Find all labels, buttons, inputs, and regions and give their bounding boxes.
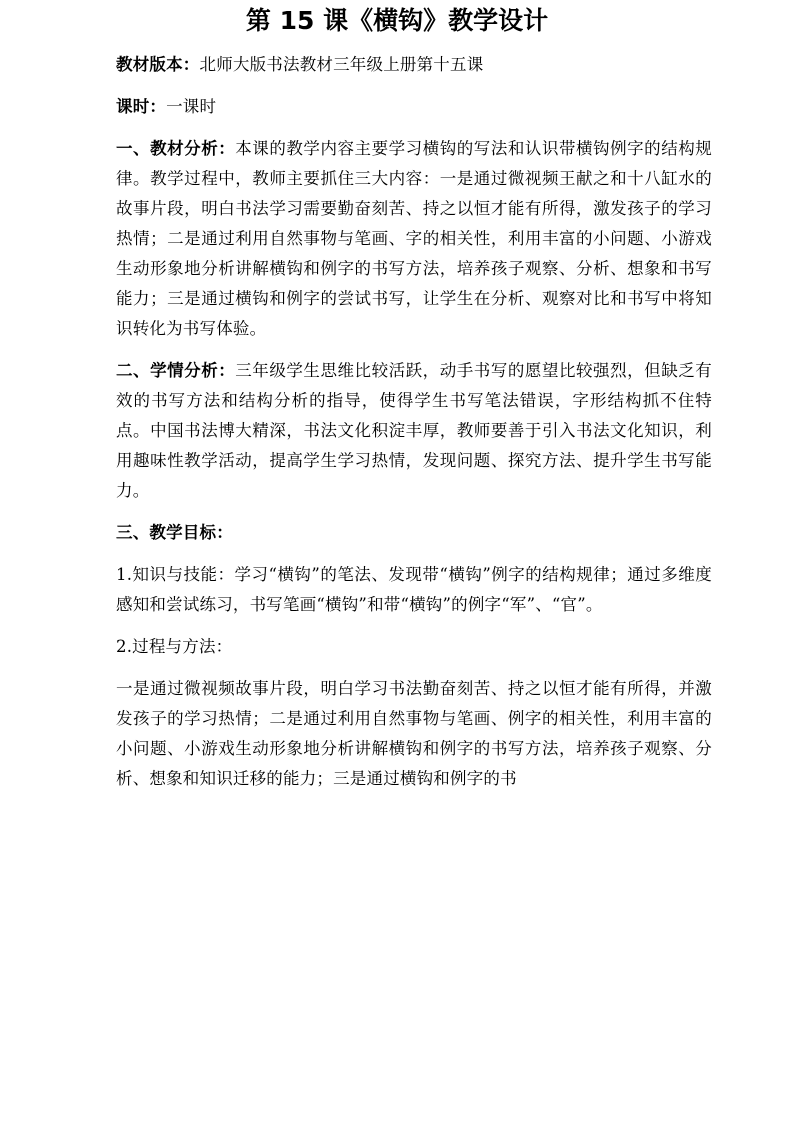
page-title: 第 15 课《横钩》教学设计: [245, 6, 549, 35]
goal1-paragraph: [116, 560, 712, 620]
goals-heading-line: [116, 518, 712, 548]
edition-label: 教材版本：: [116, 55, 200, 74]
edition-line: [116, 50, 712, 80]
analysis-text: 本课的教学内容主要学习横钩的写法和认识带横钩例字的结构规律。教学过程中，教师主要抓住三大内容：一是通过微视频王献之和十八缸水的故事片段，明白书法学习需要勤奋刻苦、持之以恒才能有所得，激发孩子的学习热情；二是通过利用自然事物与笔画、字的相关性，利用丰富的小问题、小游戏生动形象地分析讲解横钩和例字的书写方法，培养孩子观察、分析、想象和书写能力；三是通过横钩和例字的尝试书写，让学生在分析、观察对比和书写中将知识转化为书写体验。: [116, 139, 712, 338]
goals-heading: 三、教学目标：: [116, 523, 233, 542]
goal2-label: 2.过程与方法：: [116, 637, 233, 656]
period-value: 一课时: [166, 97, 217, 116]
analysis-paragraph: [116, 134, 712, 344]
goal1-text: 学习“横钩”的笔法、发现带“横钩”例字的结构规律；通过多维度感知和尝试练习，书写笔画“横钩”和带“横钩”的例字“军”、“官”。: [116, 565, 712, 614]
goal2-heading-line: [116, 632, 712, 662]
period-label: 课时：: [116, 97, 167, 116]
students-heading: 二、学情分析：: [116, 361, 236, 380]
document-body: [116, 50, 712, 794]
goal2-text: 一是通过微视频故事片段，明白学习书法勤奋刻苦、持之以恒才能有所得，并激发孩子的学习热情；二是通过利用自然事物与笔画、例字的相关性，利用丰富的小问题、小游戏生动形象地分析讲解横钩和例字的书写方法，培养孩子观察、分析、想象和知识迁移的能力；三是通过横钩和例字的书: [116, 679, 712, 788]
goal2-paragraph: [116, 674, 712, 794]
goal1-label: 1.知识与技能：: [116, 565, 235, 584]
students-text: 三年级学生思维比较活跃，动手书写的愿望比较强烈，但缺乏有效的书写方法和结构分析的指导，使得学生书写笔法错误，字形结构抓不住特点。中国书法博大精深，书法文化积淀丰厚，教师要善于引入书法文化知识，利用趣味性教学活动，提高学生学习热情，发现问题、探究方法、提升学生书写能力。: [116, 361, 712, 500]
edition-value: 北师大版书法教材三年级上册第十五课: [199, 55, 484, 74]
students-paragraph: [116, 356, 712, 506]
analysis-heading: 一、教材分析：: [116, 139, 236, 158]
period-line: [116, 92, 712, 122]
